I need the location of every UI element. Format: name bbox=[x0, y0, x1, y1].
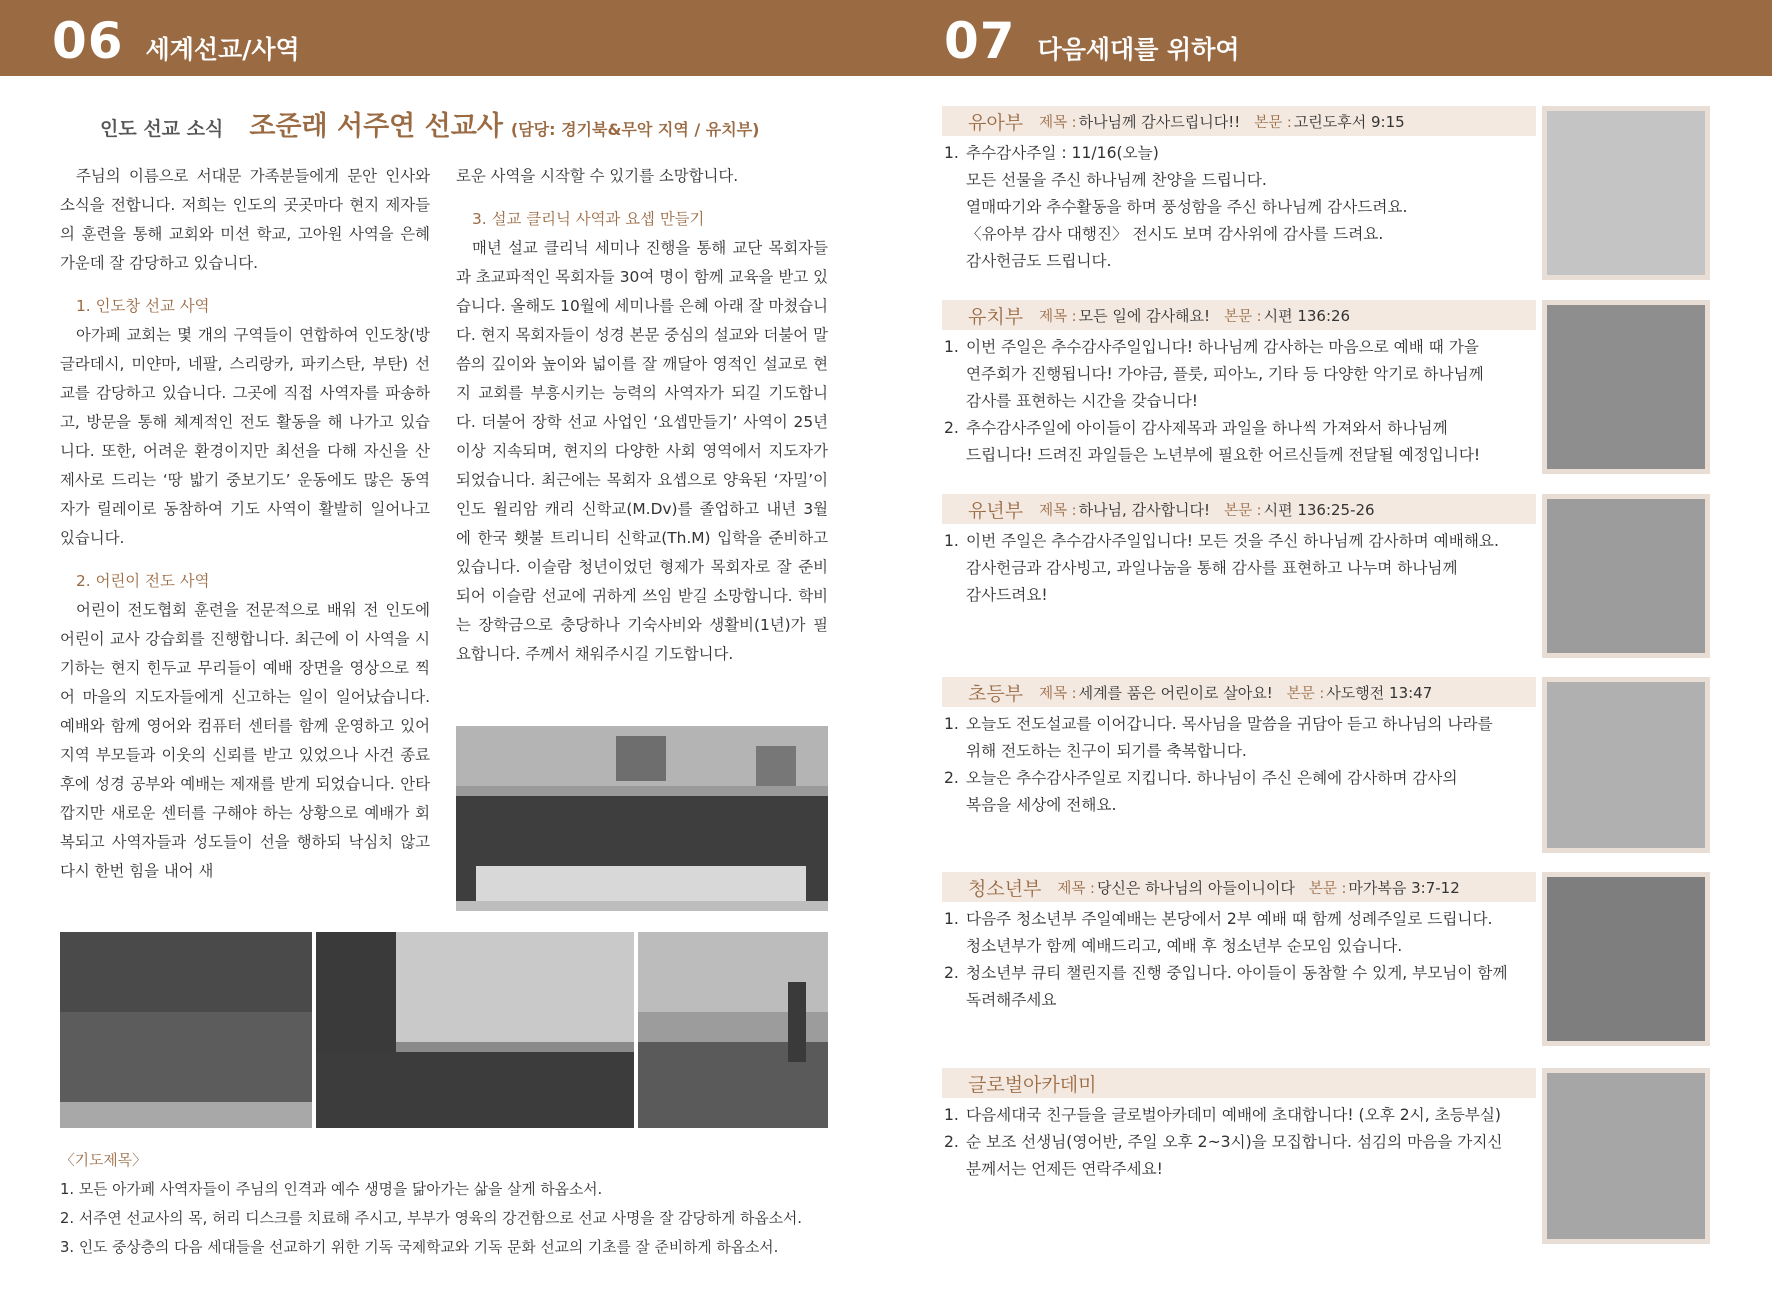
title-label: 제목 : bbox=[1057, 880, 1095, 897]
children-photo bbox=[60, 932, 312, 1128]
mission-note: (담당: 경기북&무악 지역 / 유치부) bbox=[510, 120, 760, 139]
prayer-topics bbox=[60, 1146, 840, 1262]
article-column-2 bbox=[456, 162, 828, 669]
dept-scripture: 시편 136:25-26 bbox=[1263, 500, 1375, 519]
list-item bbox=[944, 334, 1534, 415]
body-paragraph: 매년 설교 클리닉 세미나 진행을 통해 교단 목회자들과 초교파적인 목회자들 30여 명이 함께 교육을 받고 있습니다. 올해도 10월에 세미나를 은혜 아래 잘 마쳤습니다. 현지 목회자들이 성경 본문 중심의 설교와 더불어 말씀의 깊이와 높이와 넓이를 잘 깨달아 영적인 설교로 현지 교회를 부흥시키는 능력의 사역자가 되길 기도합니다. 더불어 장학 선교 사업인 ‘요셉만들기’ 사역이 25년 이상 지속되며, 현지의 다양한 사회 영역에서 지도자가 되었습니다. 최근에는 목회자 요셉으로 양육된 ‘자밀’이 인도 윌리암 캐리 신학교(M.Dv)를 졸업하고 내년 3월에 한국 횃불 트리니티 신학교(Th.M) 입학을 준비하고 있습니다. 이슬람 청년이었던 형제가 목회자로 잘 준비되어 이슬람 선교에 귀하게 쓰임 받길 소망합니다. 학비는 장학금으로 충당하나 기숙사비와 생활비(1년)가 필요합니다. 주께서 채워주시길 기도합니다. bbox=[456, 239, 828, 663]
intro-paragraph: 주님의 이름으로 서대문 가족분들에게 문안 인사와 소식을 전합니다. 저희는 인도의 곳곳마다 현지 제자들의 훈련을 통해 교회와 미션 학교, 고아원 사역을 은혜 가운데 잘 감당하고 있습니다. bbox=[60, 167, 430, 272]
section-number: 06 bbox=[52, 12, 124, 70]
item-number: 1. bbox=[944, 338, 959, 356]
text-label: 본문 : bbox=[1224, 502, 1262, 519]
item-number: 2. bbox=[944, 964, 959, 982]
dept-body bbox=[944, 528, 1534, 609]
dept-name: 글로벌아카데미 bbox=[968, 1073, 1097, 1096]
item-number: 2. bbox=[944, 769, 959, 787]
dept-title: 모든 일에 감사해요! bbox=[1078, 306, 1211, 325]
dept-scripture: 사도행전 13:47 bbox=[1326, 683, 1433, 702]
title-label: 제목 : bbox=[1039, 502, 1077, 519]
item-number: 1. bbox=[944, 715, 959, 733]
text-label: 본문 : bbox=[1308, 880, 1347, 897]
dept-header bbox=[942, 677, 1536, 707]
dept-name: 청소년부 bbox=[968, 877, 1042, 900]
right-section-header bbox=[944, 12, 1240, 72]
group-photo bbox=[456, 726, 828, 911]
prayer-title: 〈기도제목〉 bbox=[60, 1152, 147, 1169]
item-line: 감사드려요! bbox=[966, 586, 1048, 604]
dept-header bbox=[942, 1068, 1536, 1098]
dept-body bbox=[944, 334, 1534, 469]
item-line: 감사헌금도 드립니다. bbox=[966, 252, 1112, 270]
item-number: 1. bbox=[944, 910, 959, 928]
preaching-photo bbox=[638, 932, 828, 1128]
missionary-name: 조준래 서주연 선교사 bbox=[249, 111, 503, 142]
item-number: 1. bbox=[944, 1106, 959, 1124]
item-line: 연주회가 진행됩니다! 가야금, 플룻, 피아노, 기타 등 다양한 악기로 하나님께 bbox=[966, 365, 1484, 383]
dept-name: 유치부 bbox=[968, 305, 1024, 328]
dept-title: 세계를 품은 어린이로 살아요! bbox=[1078, 683, 1273, 702]
prayer-item: 3. 인도 중상층의 다음 세대들을 선교하기 위한 기독 국제학교와 기독 문화 선교의 기초를 잘 준비하게 하옵소서. bbox=[60, 1239, 779, 1256]
dept-photo bbox=[1542, 494, 1710, 658]
dept-body bbox=[944, 906, 1534, 1014]
dept-scripture: 마가복음 3:7-12 bbox=[1348, 878, 1460, 897]
dept-photo bbox=[1542, 300, 1710, 474]
section-heading: 3. 설교 클리닉 사역과 요셉 만들기 bbox=[472, 210, 705, 228]
text-label: 본문 : bbox=[1286, 685, 1325, 702]
item-number: 2. bbox=[944, 1133, 959, 1151]
item-line: 〈유아부 감사 대행진〉 전시도 보며 감사위에 감사를 드려요. bbox=[966, 225, 1384, 243]
item-line: 청소년부 큐티 챌린지를 진행 중입니다. 아이들이 동참할 수 있게, 부모님이 함께 bbox=[966, 964, 1508, 982]
item-line: 분께서는 언제든 연락주세요! bbox=[966, 1160, 1163, 1178]
mission-prefix: 인도 선교 소식 bbox=[100, 118, 224, 140]
item-line: 모든 선물을 주신 하나님께 찬양을 드립니다. bbox=[966, 171, 1267, 189]
section-heading: 2. 어린이 전도 사역 bbox=[76, 572, 210, 590]
item-line: 추수감사주일 : 11/16(오늘) bbox=[966, 144, 1159, 162]
text-label: 본문 : bbox=[1254, 114, 1292, 131]
list-item bbox=[944, 1129, 1534, 1183]
article-column-1 bbox=[60, 162, 430, 886]
list-item bbox=[944, 1102, 1534, 1129]
item-line: 독려해주세요 bbox=[966, 991, 1057, 1009]
item-line: 청소년부가 함께 예배드리고, 예배 후 청소년부 순모임 있습니다. bbox=[966, 937, 1403, 955]
item-line: 다음세대국 친구들을 글로벌아카데미 예배에 초대합니다! (오후 2시, 초등부실) bbox=[966, 1106, 1501, 1124]
dept-body bbox=[944, 711, 1534, 819]
list-item bbox=[944, 415, 1534, 469]
dept-photo bbox=[1542, 106, 1710, 280]
title-label: 제목 : bbox=[1039, 114, 1077, 131]
dept-scripture: 고린도후서 9:15 bbox=[1293, 112, 1405, 131]
item-line: 감사헌금과 감사빙고, 과일나눔을 통해 감사를 표현하고 나누며 하나님께 bbox=[966, 559, 1458, 577]
dept-photo bbox=[1542, 872, 1710, 1046]
prayer-item: 1. 모든 아가페 사역자들이 주님의 인격과 예수 생명을 닮아가는 삶을 살게 하옵소서. bbox=[60, 1181, 603, 1198]
body-paragraph: 아가페 교회는 몇 개의 구역들이 연합하여 인도창(방글라데시, 미얀마, 네팔, 스리랑카, 파키스탄, 부탄) 선교를 감당하고 있습니다. 그곳에 직접 사역자를 파송하고, 방문을 통해 체계적인 전도 활동을 해 나가고 있습니다. 또한, 어려운 환경이지만 최선을 다해 자신을 산 제사로 드리는 ‘땅 밟기 중보기도’ 운동에도 많은 동역자가 릴레이로 동참하여 기도 사역이 활발히 일어나고 있습니다. bbox=[60, 326, 430, 547]
section-title: 세계선교/사역 bbox=[145, 35, 300, 64]
item-line: 오늘은 추수감사주일로 지킵니다. 하나님이 주신 은혜에 감사하며 감사의 bbox=[966, 769, 1458, 787]
left-section-header bbox=[52, 12, 300, 72]
section-title: 다음세대를 위하여 bbox=[1037, 35, 1240, 64]
dept-header bbox=[942, 872, 1536, 902]
dept-name: 유년부 bbox=[968, 499, 1024, 522]
dept-body bbox=[944, 140, 1534, 275]
dept-header bbox=[942, 106, 1536, 136]
section-number: 07 bbox=[944, 12, 1016, 70]
prayer-item: 2. 서주연 선교사의 목, 허리 디스크를 치료해 주시고, 부부가 영육의 강건함으로 선교 사명을 잘 감당하게 하옵소서. bbox=[60, 1210, 803, 1227]
dept-photo bbox=[1542, 677, 1710, 853]
item-line: 이번 주일은 추수감사주일입니다! 하나님께 감사하는 마음으로 예배 때 가을 bbox=[966, 338, 1479, 356]
dept-header bbox=[942, 494, 1536, 524]
dept-title: 당신은 하나님의 아들이니이다 bbox=[1096, 878, 1295, 897]
list-item bbox=[944, 765, 1534, 819]
continued-paragraph: 로운 사역을 시작할 수 있기를 소망합니다. bbox=[456, 167, 739, 185]
list-item bbox=[944, 960, 1534, 1014]
dept-body bbox=[944, 1102, 1534, 1183]
dept-photo bbox=[1542, 1068, 1710, 1244]
dept-name: 유아부 bbox=[968, 111, 1024, 134]
dept-scripture: 시편 136:26 bbox=[1263, 306, 1351, 325]
section-heading: 1. 인도창 선교 사역 bbox=[76, 297, 210, 315]
dept-name: 초등부 bbox=[968, 682, 1024, 705]
item-line: 추수감사주일에 아이들이 감사제목과 과일을 하나씩 가져와서 하나님께 bbox=[966, 419, 1448, 437]
title-label: 제목 : bbox=[1039, 685, 1077, 702]
mission-heading bbox=[100, 104, 880, 143]
list-item bbox=[944, 140, 1534, 275]
list-item bbox=[944, 906, 1534, 960]
text-label: 본문 : bbox=[1224, 308, 1262, 325]
item-line: 드립니다! 드려진 과일들은 노년부에 필요한 어르신들께 전달될 예정입니다! bbox=[966, 446, 1481, 464]
dept-title: 하나님께 감사드립니다!! bbox=[1078, 112, 1241, 131]
body-paragraph: 어린이 전도협회 훈련을 전문적으로 배워 전 인도에 어린이 교사 강습회를 진행합니다. 최근에 이 사역을 시기하는 현지 힌두교 무리들이 예배 장면을 영상으로 찍어 마을의 지도자들에게 신고하는 일이 일어났습니다. 예배와 함께 영어와 컴퓨터 센터를 함께 운영하고 있어 지역 부모들과 이웃의 신뢰를 받고 있었으나 사건 종료 후에 성경 공부와 예배는 제재를 받게 되었습니다. 안타깝지만 새로운 센터를 구해야 하는 상황으로 예배가 회복되고 사역자들과 성도들이 선을 행하되 낙심치 않고 다시 한번 힘을 내어 새 bbox=[60, 601, 430, 880]
item-line: 복음을 세상에 전해요. bbox=[966, 796, 1117, 814]
title-label: 제목 : bbox=[1039, 308, 1077, 325]
item-line: 위해 전도하는 친구이 되기를 축복합니다. bbox=[966, 742, 1247, 760]
list-item bbox=[944, 528, 1534, 609]
item-line: 오늘도 전도설교를 이어갑니다. 목사님을 말씀을 귀담아 듣고 하나님의 나라를 bbox=[966, 715, 1493, 733]
item-number: 2. bbox=[944, 419, 959, 437]
dept-title: 하나님, 감사합니다! bbox=[1078, 500, 1211, 519]
item-number: 1. bbox=[944, 144, 959, 162]
dept-header bbox=[942, 300, 1536, 330]
item-line: 순 보조 선생님(영어반, 주일 오후 2~3시)을 모집합니다. 섬김의 마음을 가지신 bbox=[966, 1133, 1503, 1151]
item-line: 감사를 표현하는 시간을 갖습니다! bbox=[966, 392, 1199, 410]
item-line: 이번 주일은 추수감사주일입니다! 모든 것을 주신 하나님께 감사하며 예배해요. bbox=[966, 532, 1499, 550]
item-number: 1. bbox=[944, 532, 959, 550]
worship-photo bbox=[316, 932, 634, 1128]
item-line: 열매따기와 추수활동을 하며 풍성함을 주신 하나님께 감사드려요. bbox=[966, 198, 1408, 216]
list-item bbox=[944, 711, 1534, 765]
item-line: 다음주 청소년부 주일예배는 본당에서 2부 예배 때 함께 성례주일로 드립니다. bbox=[966, 910, 1493, 928]
